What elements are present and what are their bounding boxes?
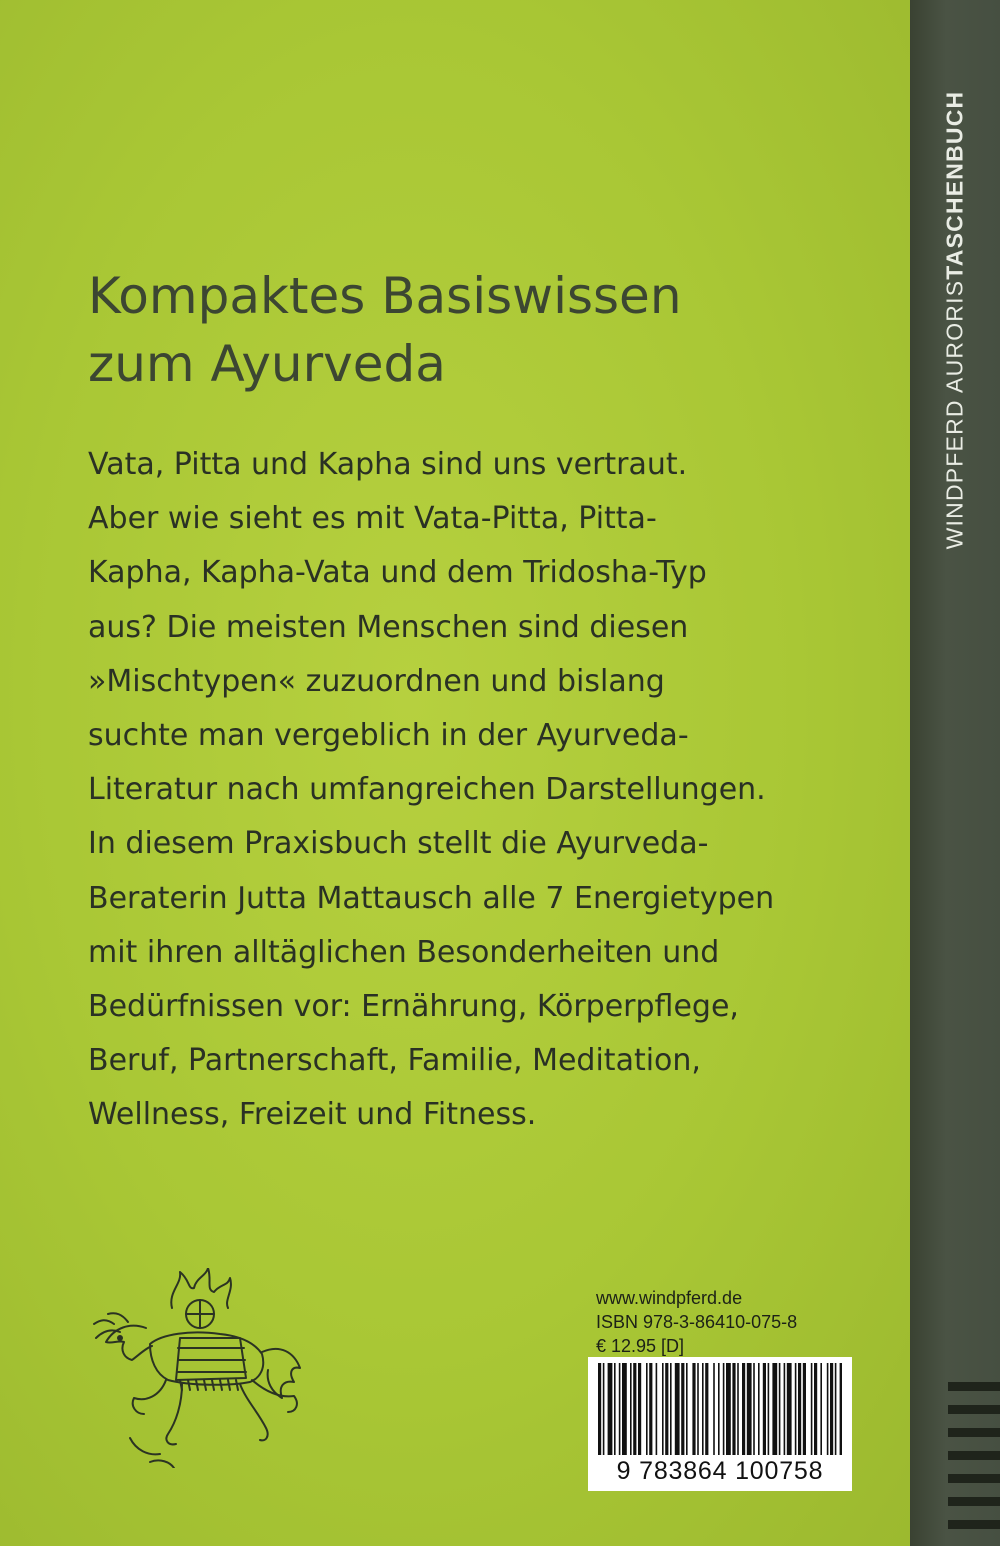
windhorse-logo-icon [90, 1268, 310, 1468]
spine-publisher-name: WINDPFERD AURORIS [941, 279, 968, 550]
blurb-line: Beruf, Partnerschaft, Familie, Meditation, [88, 1043, 701, 1079]
isbn-text: ISBN 978-3-86410-075-8 [596, 1312, 798, 1332]
publisher-website: www.windpferd.de [596, 1288, 743, 1308]
barcode-bars [598, 1363, 842, 1455]
blurb-text [88, 438, 878, 1143]
blurb-line: Wellness, Freizeit und Fitness. [88, 1097, 537, 1133]
spine-bar [948, 1428, 1000, 1437]
blurb-line: Vata, Pitta und Kapha sind uns vertraut. [88, 447, 688, 482]
spine-bar [948, 1405, 1000, 1414]
blurb-line: mit ihren alltäglichen Besonderheiten und [88, 934, 720, 970]
blurb-line: suchte man vergeblich in der Ayurveda- [88, 718, 689, 754]
barcode-digits: 9 783864 100758 [616, 1457, 824, 1485]
headline-line: zum Ayurveda [88, 335, 446, 393]
barcode [588, 1357, 852, 1491]
spine-bar [948, 1520, 1000, 1529]
headline [88, 262, 868, 398]
publisher-info [596, 1286, 797, 1358]
spine-bar [948, 1451, 1000, 1460]
blurb-line: Aber wie sieht es mit Vata-Pitta, Pitta- [88, 501, 657, 537]
blurb-line: aus? Die meisten Menschen sind diesen [88, 609, 689, 645]
spine-bar [948, 1474, 1000, 1483]
blurb-line: In diesem Praxisbuch stellt die Ayurveda- [88, 826, 709, 862]
spine-decorative-bars [948, 1382, 1000, 1543]
blurb-line: Beraterin Jutta Mattausch alle 7 Energietypen [88, 880, 775, 916]
headline-line: Kompaktes Basiswissen [88, 267, 682, 325]
price-text: € 12.95 [D] [596, 1336, 685, 1356]
blurb-line: Kapha, Kapha-Vata und dem Tridosha-Typ [88, 555, 707, 591]
blurb-line: Literatur nach umfangreichen Darstellungen. [88, 772, 766, 808]
spine-series-label: TASCHENBUCH [941, 90, 968, 280]
blurb-line: Bedürfnissen vor: Ernährung, Körperpflege, [88, 989, 739, 1025]
spine-bar [948, 1382, 1000, 1391]
blurb-line: »Mischtypen« zuzuordnen und bislang [88, 663, 665, 699]
spine-series-title [942, 91, 969, 550]
spine-bar [948, 1497, 1000, 1506]
